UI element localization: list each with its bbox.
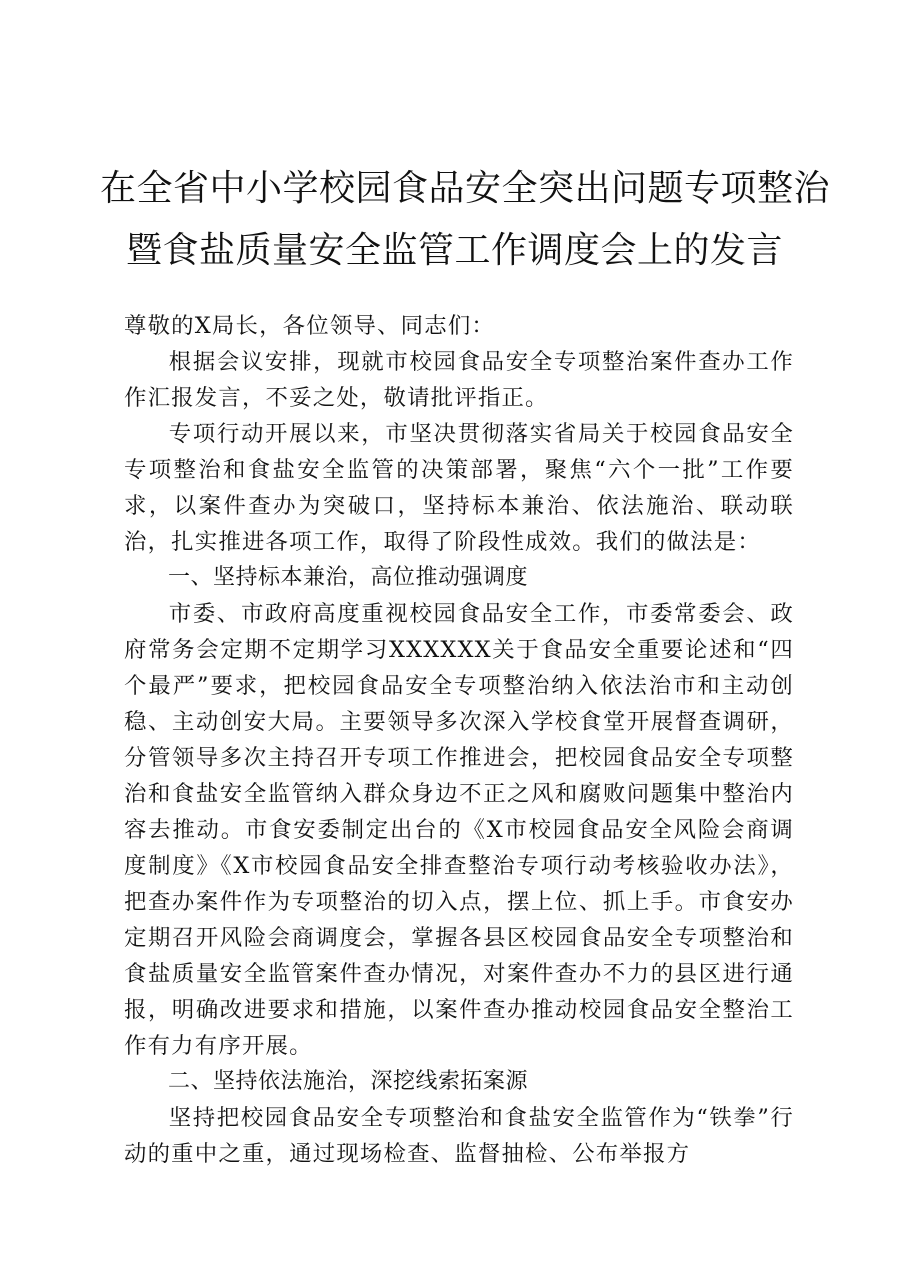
section-2-heading: 二、坚持依法施治，深挖线索拓案源 xyxy=(168,1069,529,1094)
salutation: 尊敬的X局长，各位领导、同志们： xyxy=(124,313,495,339)
section-2-text: 坚持把校园食品安全专项整治和食盐安全监管作为“铁拳”行动的重中之重，通过现场检查、监督抽检、公布举报方 xyxy=(124,1105,794,1167)
document-title xyxy=(100,158,831,282)
title-line-1: 在全省中小学校园食品安全突出问题专项整治 xyxy=(100,168,831,209)
paragraph-overview: 专项行动开展以来，市坚决贯彻落实省局关于校园食品安全专项整治和食盐安全监管的决策部署，聚焦“六个一批”工作要求，以案件查办为突破口，坚持标本兼治、依法施治、联动联治，扎实推进各项工作，取得了阶段性成效。我们的做法是： xyxy=(124,421,794,555)
document-body xyxy=(124,308,794,1172)
section-1-heading: 一、坚持标本兼治，高位推动强调度 xyxy=(168,565,529,590)
title-line-2: 暨食盐质量安全监管工作调度会上的发言 xyxy=(125,230,783,271)
paragraph-intro: 根据会议安排，现就市校园食品安全专项整治案件查办工作作汇报发言，不妥之处，敬请批评指正。 xyxy=(124,349,794,411)
section-1-text: 市委、市政府高度重视校园食品安全工作，市委常委会、政府常务会定期不定期学习XXXXXX关于食品安全重要论述和“四个最严”要求，把校园食品安全专项整治纳入依法治市和主动创稳、主动创安大局。主要领导多次深入学校食堂开展督查调研，分管领导多次主持召开专项工作推进会，把校园食品安全专项整治和食盐安全监管纳入群众身边不正之风和腐败问题集中整治内容去推动。市食安委制定出台的《X市校园食品安全风险会商调度制度》《X市校园食品安全排查整治专项行动考核验收办法》，把查办案件作为专项整治的切入点，摆上位、抓上手。市食安办定期召开风险会商调度会，掌握各县区校园食品安全专项整治和食盐质量安全监管案件查办情况，对案件查办不力的县区进行通报，明确改进要求和措施，以案件查办推动校园食品安全整治工作有力有序开展。 xyxy=(124,601,794,1059)
